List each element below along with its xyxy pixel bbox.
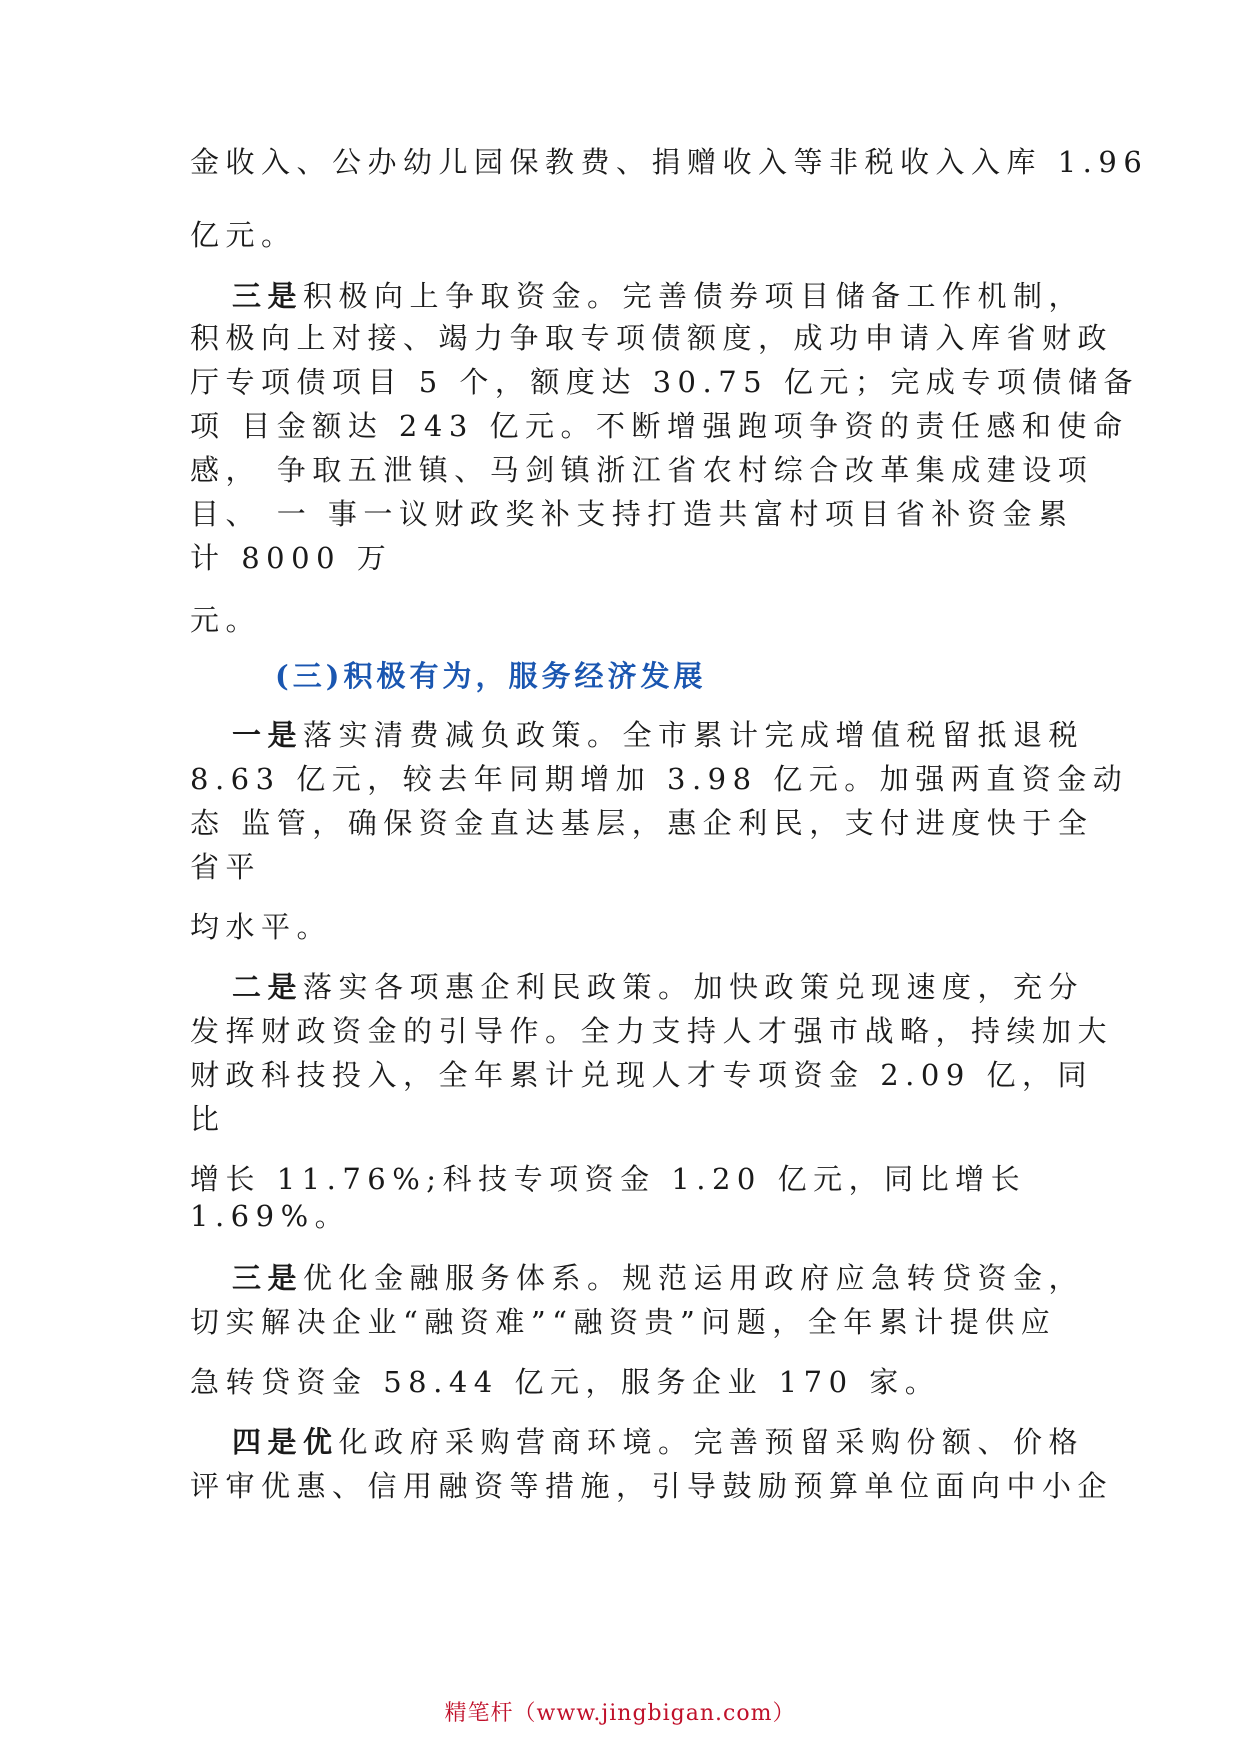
body-line-12: 8.63 亿元，较去年同期增加 3.98 亿元。加强两直资金动 — [190, 762, 1129, 796]
body-line-6: 项 目金额达 243 亿元。不断增强跑项争资的责任感和使命 — [190, 409, 1129, 443]
paragraph-er-shi: 二是落实各项惠企利民政策。加快政策兑现速度，充分 — [232, 970, 1085, 1004]
body-line-8: 目、 一 事一议财政奖补支持打造共富村项目省补资金累 — [190, 497, 1074, 531]
body-line-15: 均水平。 — [190, 910, 333, 944]
paragraph-lead: 一是 — [232, 718, 304, 752]
body-line-7: 感， 争取五泄镇、马剑镇浙江省农村综合改革集成建设项 — [190, 453, 1094, 487]
body-line-2: 亿元。 — [190, 218, 297, 252]
paragraph-lead: 三是 — [232, 279, 304, 313]
body-line-23: 切实解决企业“融资难”“融资贵”问题，全年累计提供应 — [190, 1305, 1057, 1339]
body-line-9: 计 8000 万 — [190, 541, 393, 575]
body-line-17: 发挥财政资金的引导作。全力支持人才强市战略，持续加大 — [190, 1014, 1114, 1048]
body-line-19: 比 — [190, 1102, 226, 1136]
paragraph-san-shi-2: 三是优化金融服务体系。规范运用政府应急转贷资金， — [232, 1261, 1085, 1295]
body-line-14: 省平 — [190, 850, 262, 884]
footer-watermark: 精笔杆（www.jingbigan.com） — [444, 1701, 796, 1726]
paragraph-san-shi-1: 三是积极向上争取资金。完善债券项目储备工作机制， — [232, 279, 1085, 313]
paragraph-yi-shi: 一是落实清费减负政策。全市累计完成增值税留抵退税 — [232, 718, 1085, 752]
body-line-1: 金收入、公办幼儿园保教费、捐赠收入等非税收入入库 1.96 — [190, 145, 1149, 179]
body-line-5: 厅专项债项目 5 个，额度达 30.75 亿元；完成专项债储备 — [190, 365, 1139, 399]
paragraph-si-shi: 四是优化政府采购营商环境。完善预留采购份额、价格 — [232, 1425, 1085, 1459]
body-line-26: 评审优惠、信用融资等措施，引导鼓励预算单位面向中小企 — [190, 1469, 1114, 1503]
body-line-13: 态 监管，确保资金直达基层，惠企利民，支付进度快于全 — [190, 806, 1094, 840]
body-line-4: 积极向上对接、竭力争取专项债额度，成功申请入库省财政 — [190, 321, 1114, 355]
paragraph-lead: 四是优 — [232, 1425, 339, 1459]
body-line-18: 财政科技投入，全年累计兑现人才专项资金 2.09 亿，同 — [190, 1058, 1094, 1092]
paragraph-lead: 三是 — [232, 1261, 304, 1295]
section-heading: (三)积极有为，服务经济发展 — [275, 659, 707, 693]
body-line-24: 急转贷资金 58.44 亿元，服务企业 170 家。 — [190, 1365, 941, 1399]
paragraph-lead: 二是 — [232, 970, 304, 1004]
body-line-20: 增长 11.76%;科技专项资金 1.20 亿元，同比增长 — [190, 1162, 1027, 1196]
body-line-10: 元。 — [190, 603, 262, 637]
body-line-21: 1.69%。 — [190, 1199, 351, 1233]
